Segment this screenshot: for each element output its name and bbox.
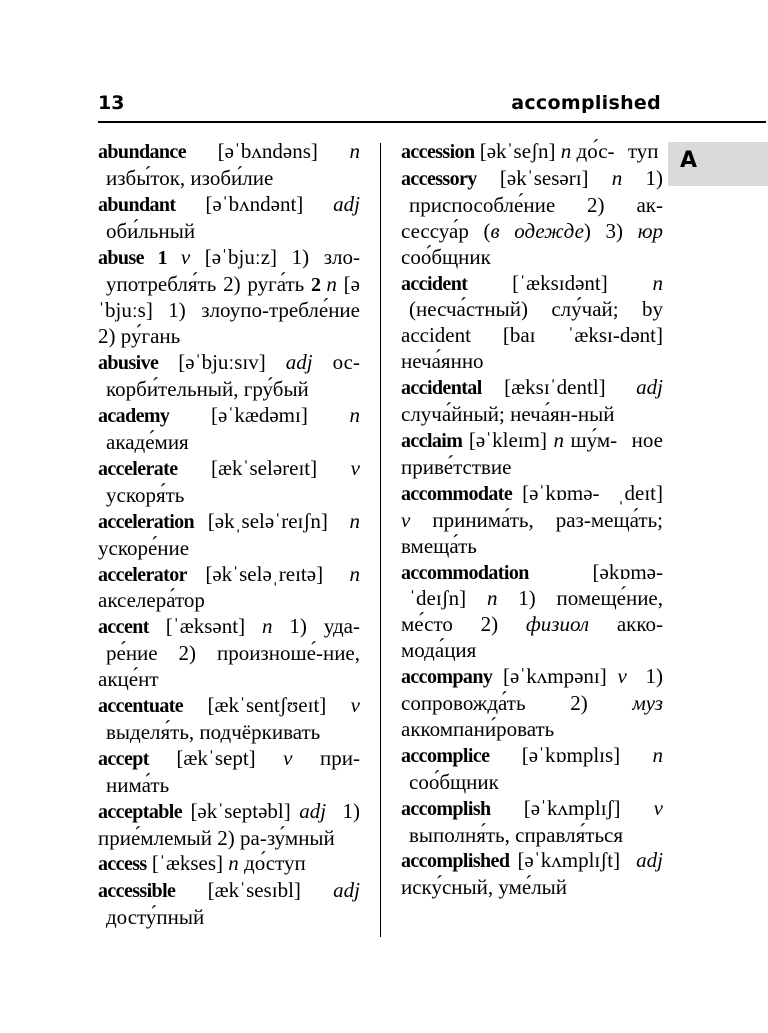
definition: ос- xyxy=(312,350,360,375)
part-of-speech: adj xyxy=(285,350,313,375)
entry-text: [əˈbʌndənt] xyxy=(175,191,334,216)
part-of-speech: n xyxy=(349,403,360,428)
definition: акаде́мия xyxy=(106,429,189,454)
entry-continuation xyxy=(401,823,623,847)
part-of-speech: n xyxy=(228,851,239,876)
part-of-speech: n xyxy=(652,742,663,767)
definition: досту́пный xyxy=(106,905,205,930)
definition: ное приве́тствие xyxy=(401,427,663,479)
dictionary-entry xyxy=(98,799,360,852)
definition: выполня́ть, справля́ться xyxy=(409,822,624,847)
part-of-speech: v xyxy=(180,244,191,269)
entry-continuation xyxy=(98,430,189,454)
entry-text: [əkˈseptəbl] xyxy=(181,798,300,823)
headword: accentuate xyxy=(98,695,184,718)
column-divider xyxy=(380,143,381,937)
headword: accompany xyxy=(401,666,493,689)
definition: аккомпани́ровать xyxy=(401,716,555,741)
entry-continuation xyxy=(98,219,195,243)
definition: ) 3) xyxy=(583,218,638,243)
part-of-speech: n xyxy=(652,270,663,295)
headword: accessory xyxy=(401,167,477,190)
definition: 1) xyxy=(622,165,663,190)
part-of-speech: n xyxy=(349,139,360,163)
definition: случа́йный; неча́ян-ный xyxy=(401,402,615,427)
definition: до́ступ xyxy=(238,851,306,876)
dictionary-column-right xyxy=(401,139,663,901)
dictionary-column-left xyxy=(98,139,360,931)
dictionary-entry xyxy=(401,139,663,166)
dictionary-entry xyxy=(401,796,663,849)
entry-text: [əˈkleɪm] xyxy=(462,427,554,452)
dictionary-entry xyxy=(98,403,360,456)
entry-text: [ækˈsesɪbl] xyxy=(175,878,334,903)
entry-continuation xyxy=(98,720,320,744)
dictionary-entry xyxy=(98,509,360,562)
dictionary-entry xyxy=(98,562,360,615)
definition: ре́ние 2) произноше́-ние, акце́нт xyxy=(98,641,360,692)
definition: соо́бщник xyxy=(401,244,491,269)
definition: шу́м- xyxy=(563,427,618,452)
dictionary-entry xyxy=(401,743,663,796)
headword: academy xyxy=(98,405,170,428)
headword: acceptable xyxy=(98,800,182,823)
definition: 1) сопровожда́ть 2) xyxy=(401,664,663,716)
headword: accent xyxy=(98,616,149,639)
entry-text: [əˈbjuːsɪv] xyxy=(158,350,286,375)
part-of-speech: v xyxy=(653,795,663,820)
headword: abundance xyxy=(98,141,186,163)
entry-text: [əˈkʌmplɪʃt] xyxy=(509,848,621,873)
headword: accidental xyxy=(401,377,482,400)
entry-text: [æksɪˈdentl] xyxy=(481,375,606,400)
entry-continuation xyxy=(401,586,663,662)
entry-text: [əˈkɒmə- xyxy=(512,480,600,505)
entry-text: [əˈbjuːs] 1) злоупо-трeбле́ние 2) ру́гань xyxy=(98,271,360,349)
dictionary-entry xyxy=(98,746,360,799)
definition: соо́бщник xyxy=(409,769,499,794)
entry-text: [ˈækses] xyxy=(146,851,229,876)
definition: оби́льный xyxy=(106,218,196,243)
entry-text: [əkˈseʃn] xyxy=(474,139,561,163)
part-of-speech: adj xyxy=(299,798,327,823)
entry-text: [əˈkʌmplɪʃ] xyxy=(490,795,654,820)
part-of-speech: n xyxy=(553,427,564,452)
dictionary-entry xyxy=(98,245,360,351)
page-number: 13 xyxy=(98,92,125,114)
entry-text: [əkˈseləˌreɪtə] xyxy=(186,561,324,586)
part-of-speech: adj xyxy=(333,191,360,216)
entry-continuation xyxy=(98,166,273,190)
headword: accomplice xyxy=(401,744,490,767)
dictionary-entry xyxy=(98,456,360,509)
dictionary-entry xyxy=(98,878,360,931)
entry-text: [əˈkædəmɪ] xyxy=(169,403,350,428)
definition: ускоре́ние xyxy=(98,535,190,560)
dictionary-entry xyxy=(98,139,360,192)
part-of-speech: n xyxy=(486,586,498,611)
entry-continuation xyxy=(98,773,169,797)
dictionary-entry xyxy=(401,848,663,901)
definition: ускоря́ть xyxy=(106,482,185,507)
part-of-speech: adj xyxy=(636,848,663,873)
definition: нима́ть xyxy=(106,772,170,797)
part-of-speech: n xyxy=(611,165,623,190)
headword: accomplished xyxy=(401,850,510,873)
entry-continuation xyxy=(98,641,360,691)
definition: иску́сный, уме́лый xyxy=(401,875,568,900)
entry-text: [ˈæksɪdənt] xyxy=(467,270,653,295)
definition: акко-мода́ция xyxy=(401,612,663,663)
usage-label: юр xyxy=(637,218,663,243)
entry-text: [əkˈsesərɪ] xyxy=(476,165,612,190)
headword: abusive xyxy=(98,352,159,375)
part-of-speech: n xyxy=(349,561,361,586)
dictionary-entry xyxy=(401,481,663,560)
dictionary-entry xyxy=(98,350,360,403)
running-head: accomplished xyxy=(511,92,661,114)
headword: accommodate xyxy=(401,482,513,505)
headword: accessible xyxy=(98,880,176,903)
dictionary-entry xyxy=(98,614,360,693)
usage-label: в одежде xyxy=(490,218,584,243)
part-of-speech: v xyxy=(350,693,360,718)
part-of-speech: adj xyxy=(333,878,360,903)
dictionary-entry xyxy=(98,851,360,878)
part-of-speech: adj xyxy=(636,375,664,400)
headword: abuse 1 xyxy=(98,246,181,269)
usage-label: физиол xyxy=(525,612,590,637)
headword: accommodation xyxy=(401,561,529,584)
definition: 1) прие́млемый 2) ра-зу́мный xyxy=(98,798,360,850)
dictionary-entry xyxy=(98,693,360,746)
part-of-speech: v xyxy=(401,507,411,532)
definition: 1) уда- xyxy=(272,614,360,639)
definition: корби́тельный, гру́бый xyxy=(106,377,309,402)
headword: acclaim xyxy=(401,429,463,452)
entry-text: ˌdeɪt] xyxy=(617,480,663,505)
headword: 2 xyxy=(311,273,327,296)
entry-continuation xyxy=(620,139,659,163)
entry-text: [əˈbʌndəns] xyxy=(185,139,350,163)
definition: принима́ть, раз-меща́ть; вмеща́ть xyxy=(401,507,663,558)
headword: acceleration xyxy=(98,510,195,533)
dictionary-entry xyxy=(401,560,663,665)
headword: accident xyxy=(401,272,468,295)
entry-text: [əˈkʌmpənɪ] xyxy=(492,664,618,689)
entry-continuation xyxy=(98,483,184,507)
dictionary-entry xyxy=(401,271,663,376)
dictionary-entry xyxy=(98,192,360,245)
definition: до́с- xyxy=(571,139,615,163)
headword: access xyxy=(98,853,147,876)
header-rule xyxy=(98,121,766,123)
entry-text: [əkˌseləˈreɪʃn] xyxy=(194,508,328,533)
part-of-speech: n xyxy=(560,139,572,163)
entry-text: [əˈbjuːz] 1) зло- xyxy=(190,244,360,269)
dictionary-entry xyxy=(401,166,663,271)
entry-continuation xyxy=(401,193,663,269)
part-of-speech: v xyxy=(283,745,293,770)
definition: (несча́стный) слу́чай; by accident [baɪ ˈæksɪ-dənt] неча́янно xyxy=(401,297,663,374)
entry-continuation xyxy=(401,770,499,794)
entry-text: ˈdeɪʃn] xyxy=(409,586,487,611)
usage-label: муз xyxy=(632,691,663,716)
headword: abundant xyxy=(98,193,176,216)
entry-text: [ækˈseləreɪt] xyxy=(177,455,351,480)
dictionary-entry xyxy=(401,428,663,481)
entry-continuation xyxy=(98,272,360,349)
definition: выделя́ть, подчёркивать xyxy=(106,719,321,744)
definition: избы́ток, изоби́лие xyxy=(106,165,274,190)
part-of-speech: v xyxy=(617,664,627,689)
part-of-speech: n xyxy=(349,508,360,533)
definition: 1) помеще́ние, ме́сто 2) xyxy=(401,586,664,637)
definition: при- xyxy=(292,745,360,770)
entry-continuation xyxy=(401,297,663,373)
entry-continuation xyxy=(98,905,204,929)
entry-text: [əkɒmə- xyxy=(528,559,663,584)
entry-text: [ˈæksənt] xyxy=(148,614,262,639)
letter-tab: A xyxy=(668,142,768,186)
entry-text: [ækˈsept] xyxy=(148,745,284,770)
definition: туп xyxy=(627,139,659,163)
entry-text: [əˈkɒmplɪs] xyxy=(489,742,653,767)
headword: accelerate xyxy=(98,457,178,480)
definition: употребля́ть 2) руга́ть xyxy=(106,271,312,296)
headword: accomplish xyxy=(401,797,491,820)
definition: акселера́тор xyxy=(98,588,205,613)
headword: accept xyxy=(98,747,149,770)
dictionary-entry xyxy=(401,664,663,743)
entry-text: [ækˈsentʃʊeɪt] xyxy=(183,693,351,718)
part-of-speech: n xyxy=(261,614,273,639)
headword: accession xyxy=(401,141,475,163)
headword: accelerator xyxy=(98,563,187,586)
entry-continuation xyxy=(98,377,309,401)
part-of-speech: n xyxy=(326,271,337,296)
definition: приспособле́ние 2) ак-сессуа́р ( xyxy=(401,192,663,243)
part-of-speech: v xyxy=(350,455,360,480)
dictionary-entry xyxy=(401,375,663,428)
